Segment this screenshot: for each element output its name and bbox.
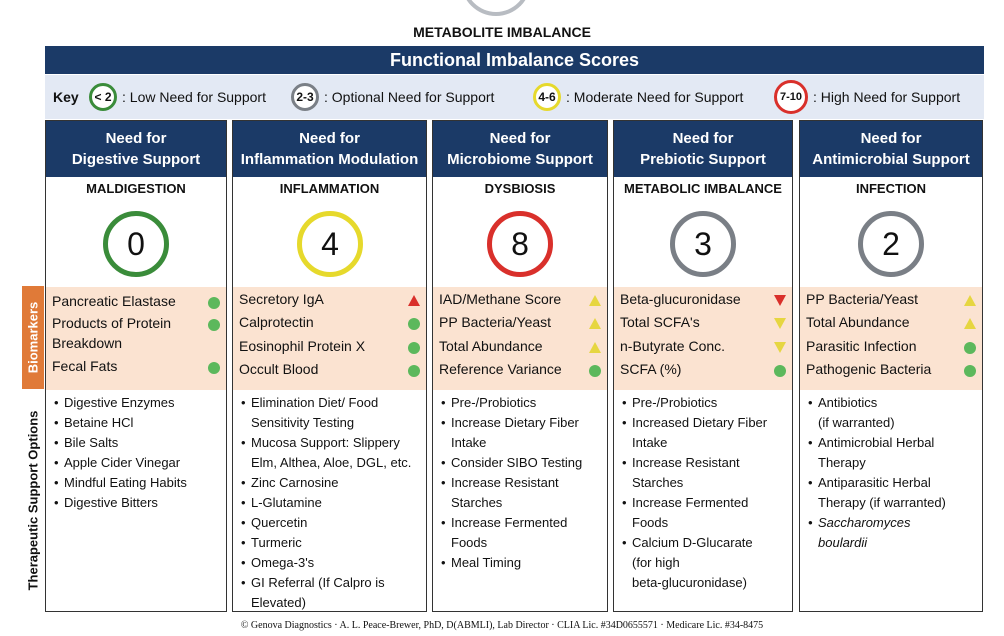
therapy-list [806, 393, 978, 553]
therapy-item: Intake [632, 435, 668, 450]
therapy-item: • Antimicrobial Herbal [806, 433, 978, 453]
green-dot-icon [774, 365, 786, 377]
therapy-item: Foods [632, 515, 669, 530]
biomarker-name: SCFA (%) [620, 361, 682, 377]
therapy-item: • Antibiotics [806, 393, 978, 413]
column-4 [613, 120, 793, 612]
biomarker-name: Parasitic Infection [806, 338, 917, 354]
biomarker-panel [433, 287, 607, 390]
green-dot-icon [408, 365, 420, 377]
therapy-item: • Antiparasitic Herbal [806, 473, 978, 493]
green-dot-icon [589, 365, 601, 377]
green-dot-icon [208, 297, 220, 309]
therapy-item: • Digestive Enzymes [52, 393, 222, 413]
therapy-item: • Quercetin [239, 513, 422, 533]
therapy-item: boulardii [818, 535, 868, 550]
therapy-item: • Increase Fermented [439, 513, 603, 533]
column-2 [232, 120, 427, 612]
key-circle-optional: 2-3 [291, 83, 319, 111]
therapy-item: beta-glucuronidase) [632, 575, 747, 590]
column-header [614, 121, 792, 177]
biomarker-name: PP Bacteria/Yeast [806, 291, 919, 307]
column-5 [799, 120, 983, 612]
therapy-item: • Increase Fermented [620, 493, 788, 513]
column-title: INFLAMMATION [279, 181, 380, 196]
biomarker-panel [46, 287, 226, 390]
yellow-up-arrow-icon [589, 295, 601, 306]
biomarker-name: Occult Blood [239, 361, 319, 377]
column-1 [45, 120, 227, 612]
logo-arc [461, 0, 531, 16]
biomarker-name: PP Bacteria/Yeast [439, 314, 552, 330]
score-circle: 2 [858, 211, 924, 277]
therapy-item: • Increased Dietary Fiber [620, 413, 788, 433]
therapy-item: Elevated) [251, 595, 306, 610]
biomarker-name: Fecal Fats [52, 358, 118, 374]
column-header-line2: Digestive Support [71, 151, 201, 168]
key-text-optional: : Optional Need for Support [324, 89, 495, 105]
green-dot-icon [964, 342, 976, 354]
biomarker-name: Products of Protein [52, 315, 172, 331]
score-circle: 0 [103, 211, 169, 277]
therapy-item: • Turmeric [239, 533, 422, 553]
column-header-line2: Antimicrobial Support [812, 151, 970, 168]
therapy-item: Starches [451, 495, 503, 510]
therapy-item: • Pre-/Probiotics [439, 393, 603, 413]
key-item-optional [291, 81, 494, 113]
therapy-item: • Apple Cider Vinegar [52, 453, 222, 473]
therapy-item: Intake [451, 435, 487, 450]
scores-banner: Functional Imbalance Scores [45, 46, 984, 74]
biomarker-name: n-Butyrate Conc. [620, 338, 726, 354]
red-up-arrow-icon [408, 295, 420, 306]
column-header-line2: Prebiotic Support [640, 151, 766, 168]
green-dot-icon [208, 362, 220, 374]
biomarker-name-line2: Breakdown [52, 335, 123, 351]
green-dot-icon [408, 342, 420, 354]
therapy-item: • Increase Resistant [620, 453, 788, 473]
therapeutic-label [18, 390, 48, 610]
therapy-list [52, 393, 222, 513]
biomarker-name: Calprotectin [239, 314, 314, 330]
green-dot-icon [408, 318, 420, 330]
key-circle-high: 7-10 [774, 80, 808, 114]
score-circle: 4 [297, 211, 363, 277]
score-circle: 3 [670, 211, 736, 277]
yellow-down-arrow-icon [774, 342, 786, 353]
biomarker-name: Eosinophil Protein X [239, 338, 366, 354]
biomarker-name: Reference Variance [439, 361, 562, 377]
therapy-item: • Increase Dietary Fiber [439, 413, 603, 433]
therapy-item: • Mindful Eating Habits [52, 473, 222, 493]
column-header-line1: Need for [105, 130, 167, 147]
therapy-item: • Calcium D-Glucarate [620, 533, 788, 553]
biomarker-name: Total Abundance [806, 314, 910, 330]
therapy-item: Therapy (if warranted) [818, 495, 946, 510]
key-text-moderate: : Moderate Need for Support [566, 89, 744, 105]
biomarker-panel [233, 287, 426, 390]
column-header-line1: Need for [860, 130, 922, 147]
therapy-list [439, 393, 603, 573]
column-header [800, 121, 982, 177]
column-header-line2: Microbiome Support [447, 151, 593, 168]
therapy-item: Elm, Althea, Aloe, DGL, etc. [251, 455, 412, 470]
key-bar [45, 75, 984, 119]
column-header-line1: Need for [489, 130, 551, 147]
yellow-up-arrow-icon [964, 295, 976, 306]
therapy-item: • Bile Salts [52, 433, 222, 453]
yellow-up-arrow-icon [964, 318, 976, 329]
therapy-item: • Betaine HCl [52, 413, 222, 433]
green-dot-icon [208, 319, 220, 331]
therapy-item: Foods [451, 535, 488, 550]
yellow-down-arrow-icon [774, 318, 786, 329]
biomarker-name: Beta-glucuronidase [620, 291, 741, 307]
therapy-item: • Omega-3's [239, 553, 422, 573]
therapy-item: • Elimination Diet/ Food [239, 393, 422, 413]
footer: © Genova Diagnostics · A. L. Peace-Brewer, PhD, D(ABMLI), Lab Director · CLIA Lic. #34D0655571 · Medicare Lic. #34-8475 [240, 620, 764, 631]
key-item-low [89, 81, 266, 113]
key-circle-low: < 2 [89, 83, 117, 111]
column-header [46, 121, 226, 177]
green-dot-icon [964, 365, 976, 377]
biomarker-name: Pathogenic Bacteria [806, 361, 932, 377]
page-title: METABOLITE IMBALANCE [413, 24, 591, 40]
therapy-item: • Saccharomyces [806, 513, 978, 533]
therapy-item: • Mucosa Support: Slippery [239, 433, 422, 453]
yellow-up-arrow-icon [589, 318, 601, 329]
column-3 [432, 120, 608, 612]
column-title: MALDIGESTION [86, 181, 186, 196]
therapy-item: • Zinc Carnosine [239, 473, 422, 493]
therapy-item: • Pre-/Probiotics [620, 393, 788, 413]
therapy-item: Therapy [818, 455, 866, 470]
therapy-item: • Meal Timing [439, 553, 603, 573]
therapy-list [239, 393, 422, 613]
biomarker-name: Total SCFA's [620, 314, 700, 330]
column-title: INFECTION [855, 181, 927, 196]
therapy-list [620, 393, 788, 593]
therapy-item: Starches [632, 475, 684, 490]
key-label: Key [53, 89, 79, 105]
column-title: DYSBIOSIS [484, 181, 556, 196]
red-down-arrow-icon [774, 295, 786, 306]
biomarker-name: IAD/Methane Score [439, 291, 562, 307]
therapy-item: Sensitivity Testing [251, 415, 355, 430]
yellow-up-arrow-icon [589, 342, 601, 353]
column-header [433, 121, 607, 177]
biomarkers-label-text: Biomarkers [25, 301, 41, 374]
column-title: METABOLIC IMBALANCE [624, 181, 782, 196]
therapy-item: • Digestive Bitters [52, 493, 222, 513]
therapy-item: (for high [632, 555, 680, 570]
therapy-item: • L-Glutamine [239, 493, 422, 513]
key-text-low: : Low Need for Support [122, 89, 266, 105]
biomarker-name: Total Abundance [439, 338, 543, 354]
therapeutic-label-text: Therapeutic Support Options [25, 410, 41, 590]
column-header-line2: Inflammation Modulation [240, 151, 419, 168]
column-header [233, 121, 426, 177]
biomarker-name: Pancreatic Elastase [52, 293, 176, 309]
therapy-item: • GI Referral (If Calpro is [239, 573, 422, 593]
biomarker-panel [800, 287, 982, 390]
key-item-high [774, 81, 960, 113]
biomarker-name: Secretory IgA [239, 291, 324, 307]
therapy-item: (if warranted) [818, 415, 895, 430]
biomarkers-label [22, 286, 44, 389]
key-text-high: : High Need for Support [813, 89, 961, 105]
therapy-item: • Increase Resistant [439, 473, 603, 493]
column-header-line1: Need for [299, 130, 360, 147]
key-item-moderate [533, 81, 743, 113]
score-circle: 8 [487, 211, 553, 277]
key-circle-moderate: 4-6 [533, 83, 561, 111]
therapy-item: • Consider SIBO Testing [439, 453, 603, 473]
column-header-line1: Need for [672, 130, 734, 147]
biomarker-panel [614, 287, 792, 390]
